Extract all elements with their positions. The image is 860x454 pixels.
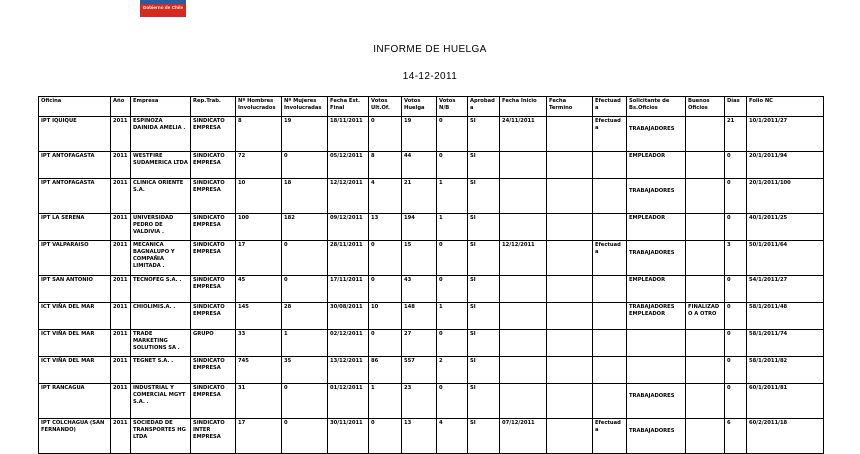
table-cell: ICT VIÑA DEL MAR bbox=[39, 303, 111, 330]
table-cell: 0 bbox=[369, 276, 402, 303]
table-cell bbox=[500, 330, 547, 357]
table-row bbox=[39, 419, 824, 454]
table-cell: 0 bbox=[725, 214, 747, 241]
table-cell bbox=[547, 330, 593, 357]
table-cell: 557 bbox=[402, 357, 437, 384]
table-cell: 4 bbox=[369, 179, 402, 214]
table-cell: IPT COLCHAGUA (SAN FERNANDO) bbox=[39, 419, 111, 454]
column-header: Votos Huelga bbox=[402, 97, 437, 117]
table-cell: SOCIEDAD DE TRANSPORTES HG LTDA bbox=[131, 419, 191, 454]
table-cell: 0 bbox=[725, 303, 747, 330]
table-cell: SINDICATO EMPRESA bbox=[191, 117, 236, 152]
strike-report-table bbox=[38, 96, 824, 454]
table-cell bbox=[686, 330, 725, 357]
table-cell: 0 bbox=[369, 419, 402, 454]
table-cell bbox=[686, 384, 725, 419]
table-cell: 09/12/2011 bbox=[328, 214, 369, 241]
table-cell: 72 bbox=[236, 152, 282, 179]
table-cell: 0 bbox=[437, 117, 468, 152]
table-cell: SI bbox=[468, 179, 500, 214]
table-cell: SI bbox=[468, 152, 500, 179]
table-cell bbox=[547, 276, 593, 303]
table-cell: 58/1/2011/82 bbox=[747, 357, 824, 384]
table-cell bbox=[500, 303, 547, 330]
table-cell: 2011 bbox=[111, 152, 131, 179]
table-cell bbox=[593, 303, 627, 330]
table-cell bbox=[547, 117, 593, 152]
table-row bbox=[39, 276, 824, 303]
table-cell: TEGNET S.A. . bbox=[131, 357, 191, 384]
table-cell bbox=[500, 357, 547, 384]
table-cell: SI bbox=[468, 303, 500, 330]
table-cell: 1 bbox=[437, 214, 468, 241]
column-header: Fecha Inicio bbox=[500, 97, 547, 117]
column-header: Fecha Est. Final bbox=[328, 97, 369, 117]
table-cell: IPT SAN ANTONIO bbox=[39, 276, 111, 303]
table-cell: 12/12/2011 bbox=[328, 179, 369, 214]
table-cell: EMPLEADOR bbox=[627, 214, 686, 241]
table-cell: 13 bbox=[369, 214, 402, 241]
table-cell: 8 bbox=[236, 117, 282, 152]
table-cell: 1 bbox=[437, 303, 468, 330]
table-cell: Efectuada bbox=[593, 241, 627, 276]
table-header-row bbox=[39, 97, 824, 117]
table-row bbox=[39, 241, 824, 276]
table-cell: 4 bbox=[437, 419, 468, 454]
table-cell bbox=[547, 214, 593, 241]
table-cell bbox=[547, 152, 593, 179]
column-header: Rep.Trab. bbox=[191, 97, 236, 117]
table-cell: 23 bbox=[402, 384, 437, 419]
table-cell bbox=[686, 419, 725, 454]
table-cell: 40/1/2011/25 bbox=[747, 214, 824, 241]
table-cell: 86 bbox=[369, 357, 402, 384]
table-cell: 10/1/2011/27 bbox=[747, 117, 824, 152]
table-cell: SINDICATO EMPRESA bbox=[191, 214, 236, 241]
table-cell: 0 bbox=[725, 330, 747, 357]
table-cell: 21 bbox=[402, 179, 437, 214]
table-cell: SI bbox=[468, 330, 500, 357]
table-cell: IPT LA SERENA bbox=[39, 214, 111, 241]
table-cell: SINDICATO EMPRESA bbox=[191, 303, 236, 330]
table-cell bbox=[547, 179, 593, 214]
column-header: Folio NC bbox=[747, 97, 824, 117]
table-cell: 0 bbox=[282, 152, 328, 179]
table-cell bbox=[686, 152, 725, 179]
table-cell: SINDICATO EMPRESA bbox=[191, 241, 236, 276]
report-title: INFORME DE HUELGA bbox=[373, 44, 487, 55]
table-cell: 44 bbox=[402, 152, 437, 179]
table-cell: 2011 bbox=[111, 384, 131, 419]
table-cell: 0 bbox=[725, 179, 747, 214]
table-cell: CLINICA ORIENTE S.A. bbox=[131, 179, 191, 214]
table-cell: 0 bbox=[725, 357, 747, 384]
table-cell: TRABAJADORES bbox=[627, 241, 686, 276]
table-row bbox=[39, 214, 824, 241]
column-header: Votos Ult.Of. bbox=[369, 97, 402, 117]
table-cell: 194 bbox=[402, 214, 437, 241]
table-row bbox=[39, 357, 824, 384]
table-cell: 50/1/2011/64 bbox=[747, 241, 824, 276]
table-cell: 0 bbox=[282, 384, 328, 419]
table-cell: 745 bbox=[236, 357, 282, 384]
column-header: Votos N/B bbox=[437, 97, 468, 117]
table-cell: SINDICATO EMPRESA bbox=[191, 276, 236, 303]
table-cell bbox=[686, 214, 725, 241]
table-cell: IPT ANTOFAGASTA bbox=[39, 179, 111, 214]
table-cell: SI bbox=[468, 419, 500, 454]
column-header: Empresa bbox=[131, 97, 191, 117]
table-cell bbox=[547, 241, 593, 276]
table-cell: 02/12/2011 bbox=[328, 330, 369, 357]
table-cell bbox=[686, 241, 725, 276]
table-cell: 0 bbox=[369, 117, 402, 152]
table-cell: ESPINOZA DAINIDA AMELIA . bbox=[131, 117, 191, 152]
table-cell: 0 bbox=[437, 330, 468, 357]
table-cell: TRABAJADORES bbox=[627, 384, 686, 419]
table-cell: 30/11/2011 bbox=[328, 419, 369, 454]
table-cell: GRUPO bbox=[191, 330, 236, 357]
table-cell: 17/11/2011 bbox=[328, 276, 369, 303]
column-header: Solicitante de Bs.Oficios bbox=[627, 97, 686, 117]
column-header: Días bbox=[725, 97, 747, 117]
table-cell: 0 bbox=[437, 241, 468, 276]
table-cell: SINDICATO INTER EMPRESA bbox=[191, 419, 236, 454]
table-cell: 2011 bbox=[111, 330, 131, 357]
table-cell: 0 bbox=[725, 152, 747, 179]
table-cell bbox=[593, 357, 627, 384]
table-cell: SI bbox=[468, 117, 500, 152]
table-cell: 17 bbox=[236, 419, 282, 454]
table-cell: 0 bbox=[437, 276, 468, 303]
column-header: Oficina bbox=[39, 97, 111, 117]
column-header: Efectuada bbox=[593, 97, 627, 117]
table-cell: 1 bbox=[282, 330, 328, 357]
table-cell: IPT IQUIQUE bbox=[39, 117, 111, 152]
table-cell: 30/08/2011 bbox=[328, 303, 369, 330]
table-cell: 58/1/2011/74 bbox=[747, 330, 824, 357]
table-cell: TRABAJADORES EMPLEADOR bbox=[627, 303, 686, 330]
table-cell bbox=[593, 152, 627, 179]
table-cell: 20/1/2011/100 bbox=[747, 179, 824, 214]
table-cell: 2011 bbox=[111, 357, 131, 384]
table-cell: 2 bbox=[437, 357, 468, 384]
table-row bbox=[39, 303, 824, 330]
table-cell: 35 bbox=[282, 357, 328, 384]
table-cell: 19 bbox=[402, 117, 437, 152]
table-cell: 0 bbox=[282, 276, 328, 303]
table-row bbox=[39, 179, 824, 214]
table-cell: 27 bbox=[402, 330, 437, 357]
table-cell: TRABAJADORES bbox=[627, 179, 686, 214]
table-cell: 0 bbox=[369, 330, 402, 357]
table-cell: 0 bbox=[369, 241, 402, 276]
table-cell: 0 bbox=[282, 241, 328, 276]
table-cell: TRABAJADORES bbox=[627, 117, 686, 152]
table-cell: 13 bbox=[402, 419, 437, 454]
table-cell: 05/12/2011 bbox=[328, 152, 369, 179]
table-cell: 1 bbox=[369, 384, 402, 419]
table-cell bbox=[686, 179, 725, 214]
table-cell: 31 bbox=[236, 384, 282, 419]
table-cell: EMPLEADOR bbox=[627, 152, 686, 179]
table-cell: 1 bbox=[437, 179, 468, 214]
table-cell bbox=[500, 179, 547, 214]
table-cell: SI bbox=[468, 241, 500, 276]
table-cell: 24/11/2011 bbox=[500, 117, 547, 152]
table-cell: 0 bbox=[725, 276, 747, 303]
table-cell: 148 bbox=[402, 303, 437, 330]
table-cell: 2011 bbox=[111, 214, 131, 241]
column-header: Nº Hombres Involucrados bbox=[236, 97, 282, 117]
table-cell: 33 bbox=[236, 330, 282, 357]
table-row bbox=[39, 330, 824, 357]
table-cell: IPT VALPARAISO bbox=[39, 241, 111, 276]
table-cell: 0 bbox=[725, 384, 747, 419]
table-cell: 10 bbox=[369, 303, 402, 330]
table-cell: ICT VIÑA DEL MAR bbox=[39, 330, 111, 357]
table-cell: SINDICATO EMPRESA bbox=[191, 384, 236, 419]
table-cell: 20/1/2011/94 bbox=[747, 152, 824, 179]
table-cell: SI bbox=[468, 276, 500, 303]
table-cell: 0 bbox=[437, 384, 468, 419]
table-cell: Efectuada bbox=[593, 117, 627, 152]
table-cell: Efectuada bbox=[593, 419, 627, 454]
table-cell: TRADE MARKETING SOLUTIONS SA . bbox=[131, 330, 191, 357]
column-header: Nº Mujeres Involucradas bbox=[282, 97, 328, 117]
column-header: Buenos Oficios bbox=[686, 97, 725, 117]
table-cell: 13/12/2011 bbox=[328, 357, 369, 384]
table-cell bbox=[593, 384, 627, 419]
table-cell bbox=[686, 357, 725, 384]
table-cell: WESTFIRE SUDAMERICA LTDA bbox=[131, 152, 191, 179]
table-cell: IPT ANTOFAGASTA bbox=[39, 152, 111, 179]
table-cell bbox=[547, 357, 593, 384]
table-cell: 19 bbox=[282, 117, 328, 152]
table-cell: 6 bbox=[725, 419, 747, 454]
table-cell: TRABAJADORES bbox=[627, 419, 686, 454]
table-cell: 28/11/2011 bbox=[328, 241, 369, 276]
table-cell: 2011 bbox=[111, 276, 131, 303]
table-cell: 10 bbox=[236, 179, 282, 214]
table-cell: 60/1/2011/81 bbox=[747, 384, 824, 419]
table-row bbox=[39, 152, 824, 179]
table-cell: 01/12/2011 bbox=[328, 384, 369, 419]
table-cell bbox=[593, 276, 627, 303]
table-cell bbox=[547, 303, 593, 330]
table-cell bbox=[500, 152, 547, 179]
table-cell: 182 bbox=[282, 214, 328, 241]
table-cell: 18/11/2011 bbox=[328, 117, 369, 152]
table-cell: 8 bbox=[369, 152, 402, 179]
report-date: 14-12-2011 bbox=[402, 71, 458, 82]
table-cell: 45 bbox=[236, 276, 282, 303]
gobierno-logo bbox=[140, 0, 186, 17]
table-cell bbox=[627, 357, 686, 384]
table-cell: 0 bbox=[282, 419, 328, 454]
table-cell: SINDICATO EMPRESA bbox=[191, 179, 236, 214]
table-cell: 0 bbox=[437, 152, 468, 179]
table-cell bbox=[500, 384, 547, 419]
table-cell: SI bbox=[468, 357, 500, 384]
table-cell: SI bbox=[468, 384, 500, 419]
table-cell: 2011 bbox=[111, 419, 131, 454]
table-cell: UNIVERSIDAD PEDRO DE VALDIVIA . bbox=[131, 214, 191, 241]
table-cell: 2011 bbox=[111, 303, 131, 330]
table-cell: 2011 bbox=[111, 241, 131, 276]
table-cell: 3 bbox=[725, 241, 747, 276]
table-cell: TECNOFEG S.A. . bbox=[131, 276, 191, 303]
table-cell: 12/12/2011 bbox=[500, 241, 547, 276]
table-cell bbox=[593, 330, 627, 357]
table-cell bbox=[500, 214, 547, 241]
table-cell: 43 bbox=[402, 276, 437, 303]
table-cell bbox=[686, 276, 725, 303]
table-cell bbox=[593, 214, 627, 241]
table-cell: 54/1/2011/27 bbox=[747, 276, 824, 303]
table-cell: FINALIZADO A OTRO bbox=[686, 303, 725, 330]
table-cell bbox=[547, 419, 593, 454]
column-header: Aprobada bbox=[468, 97, 500, 117]
table-cell: ICT VIÑA DEL MAR bbox=[39, 357, 111, 384]
table-cell: 07/12/2011 bbox=[500, 419, 547, 454]
table-row bbox=[39, 384, 824, 419]
table-cell: 2011 bbox=[111, 179, 131, 214]
table-cell: 28 bbox=[282, 303, 328, 330]
table-cell: 15 bbox=[402, 241, 437, 276]
table-cell: 145 bbox=[236, 303, 282, 330]
table-cell: CHIOLIMIS.A. . bbox=[131, 303, 191, 330]
table-cell: INDUSTRIAL Y COMERCIAL MGYT S.A. . bbox=[131, 384, 191, 419]
table-cell bbox=[593, 179, 627, 214]
table-cell: MECANICA BAGNALUPO Y COMPAÑIA LIMITADA . bbox=[131, 241, 191, 276]
table-cell: SI bbox=[468, 214, 500, 241]
table-cell bbox=[547, 384, 593, 419]
logo-text: Gobierno de Chile bbox=[142, 5, 184, 10]
table-cell: SINDICATO EMPRESA bbox=[191, 357, 236, 384]
table-cell: 60/2/2011/18 bbox=[747, 419, 824, 454]
table-cell: EMPLEADOR bbox=[627, 276, 686, 303]
table-cell: 2011 bbox=[111, 117, 131, 152]
column-header: Año bbox=[111, 97, 131, 117]
column-header: Fecha Termino bbox=[547, 97, 593, 117]
table-cell: SINDICATO EMPRESA bbox=[191, 152, 236, 179]
table-cell: 17 bbox=[236, 241, 282, 276]
table-cell: 58/1/2011/48 bbox=[747, 303, 824, 330]
table-cell bbox=[686, 117, 725, 152]
table-row bbox=[39, 117, 824, 152]
table-cell bbox=[627, 330, 686, 357]
table-cell: 100 bbox=[236, 214, 282, 241]
table-cell: IPT RANCAGUA bbox=[39, 384, 111, 419]
table-cell bbox=[500, 276, 547, 303]
table-cell: 18 bbox=[282, 179, 328, 214]
table-cell: 21 bbox=[725, 117, 747, 152]
